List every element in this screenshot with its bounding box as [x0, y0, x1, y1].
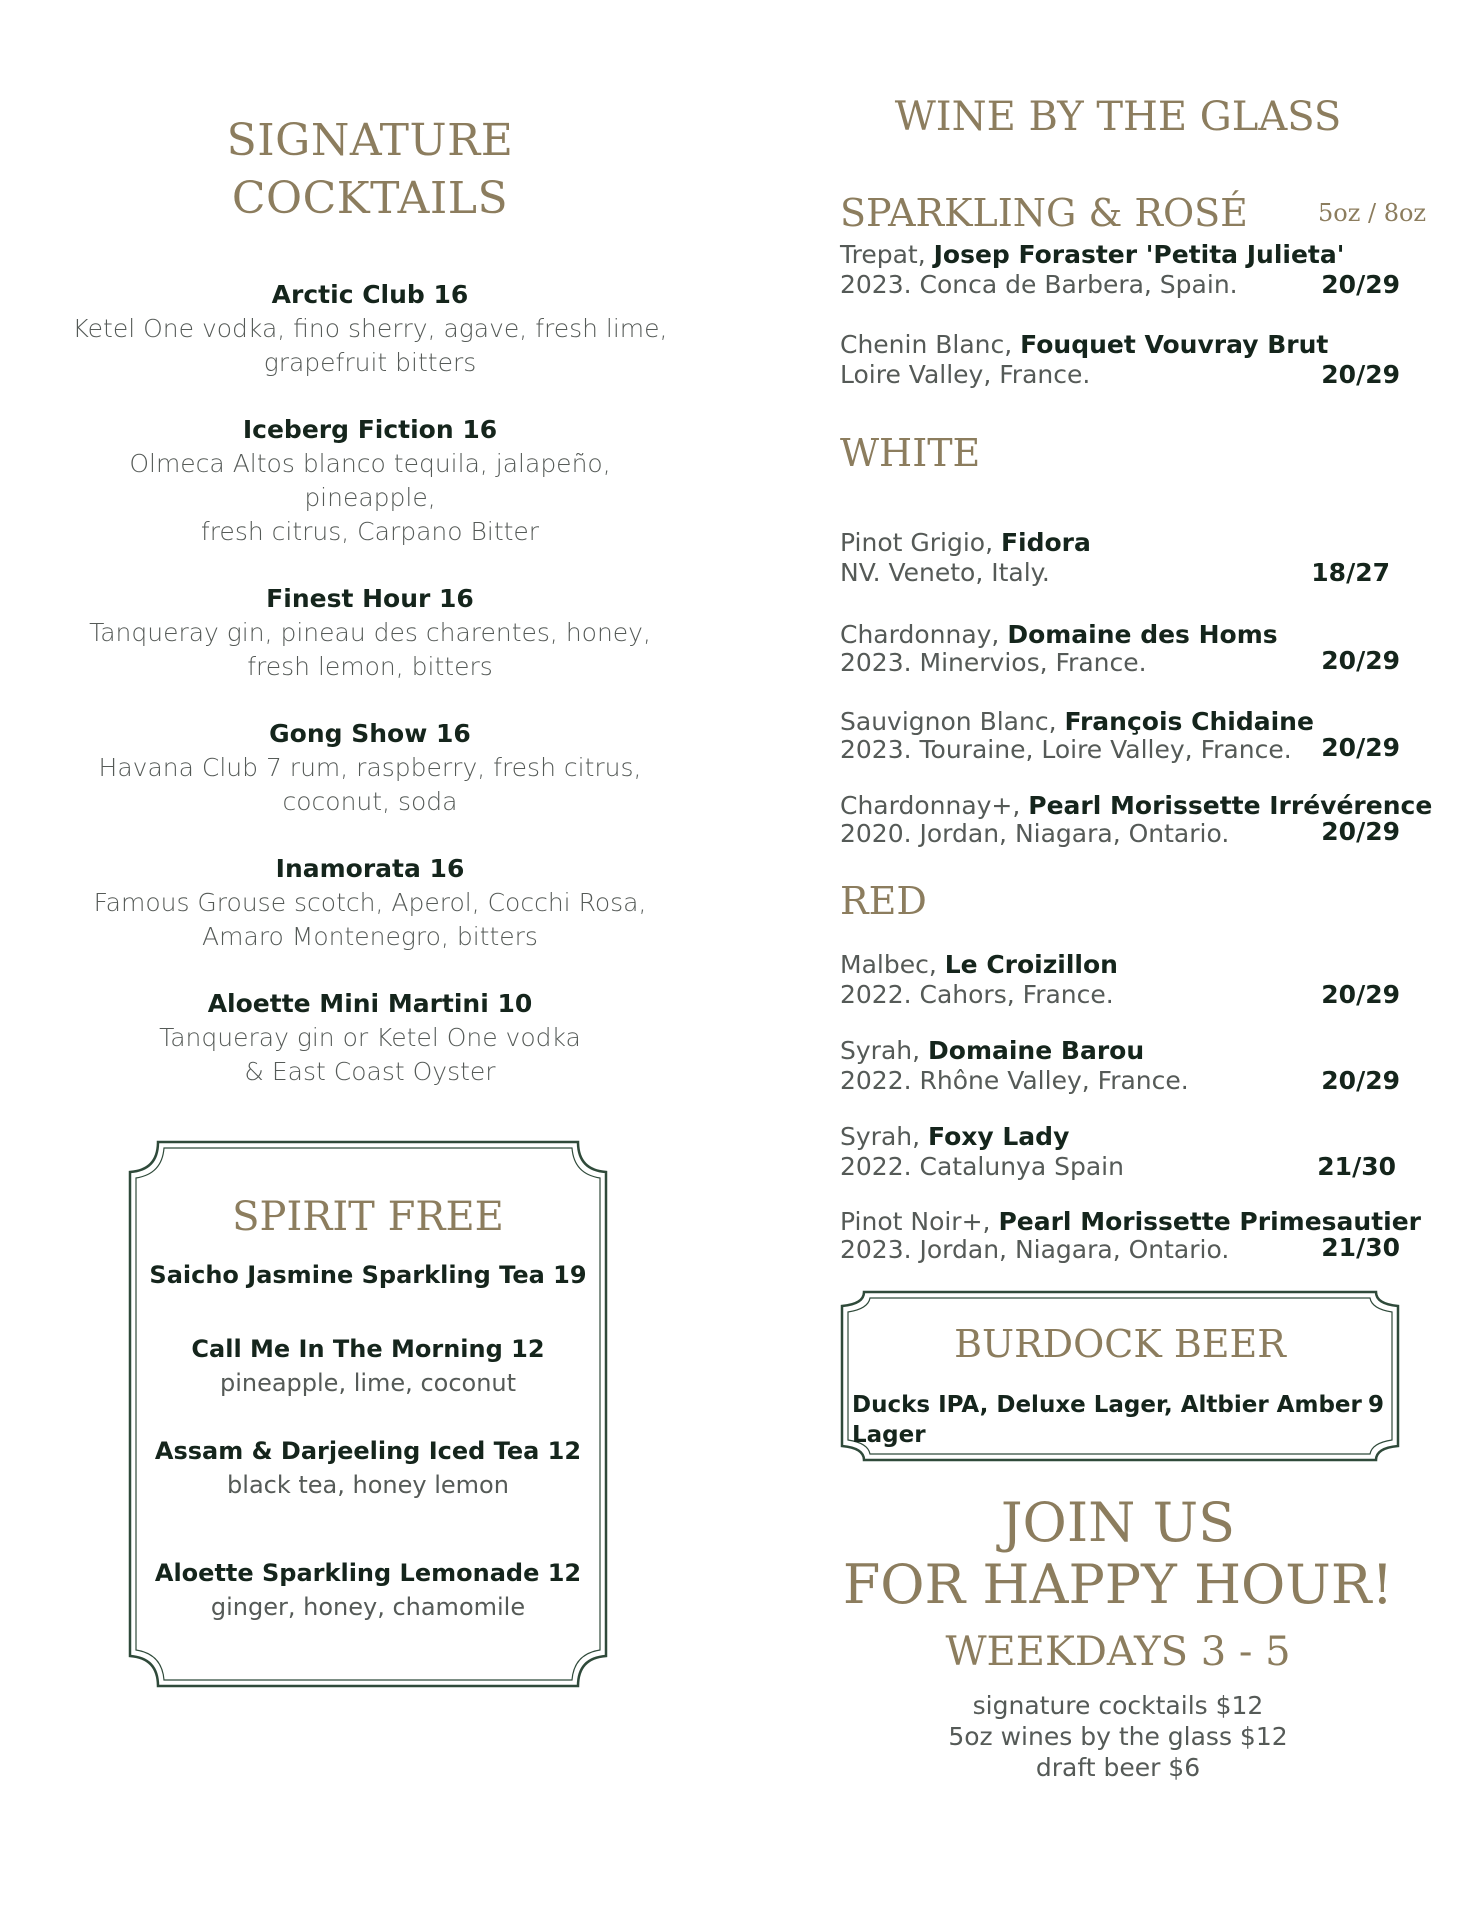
spirit-free-item — [128, 1434, 608, 1502]
happy-hour-line2: FOR HAPPY HOUR! — [842, 1553, 1394, 1616]
wine-name: Pinot Grigio, Fidora — [840, 528, 1091, 557]
wine-item — [840, 1036, 1400, 1096]
wine-origin: 2023. Touraine, Loire Valley, France. — [840, 735, 1292, 764]
wine-name: Syrah, Domaine Barou — [840, 1036, 1145, 1065]
red-wine-title: RED — [840, 879, 927, 923]
spirit-free-panel — [128, 1140, 608, 1688]
wine-origin: 2022. Rhône Valley, France. — [840, 1066, 1189, 1095]
cocktail-desc: Havana Club 7 rum, raspberry, fresh citrus, — [98, 753, 642, 782]
cocktail-desc: Tanqueray gin or Ketel One vodka — [159, 1023, 581, 1052]
cocktail-item — [60, 852, 680, 954]
wine-price: 20/29 — [1321, 980, 1400, 1009]
white-wine-title: WHITE — [840, 431, 981, 475]
spirit-free-item — [128, 1556, 608, 1624]
wine-name: Pinot Noir+, Pearl Morissette Primesautier — [840, 1207, 1421, 1236]
cocktail-item — [60, 717, 680, 819]
cocktail-desc: fresh lemon, bitters — [247, 652, 493, 681]
cocktail-desc: grapefruit bitters — [263, 348, 477, 377]
wine-origin: 2022. Cahors, France. — [840, 980, 1114, 1009]
spirit-free-list — [128, 1258, 608, 1624]
wine-price: 20/29 — [1321, 1066, 1400, 1095]
wine-name: Malbec, Le Croizillon — [840, 950, 1118, 979]
wine-item — [840, 707, 1400, 763]
signature-title-line2: COCKTAILS — [231, 173, 509, 224]
wine-price: 20/29 — [1321, 270, 1400, 299]
wine-name: Chardonnay, Domaine des Homs — [840, 620, 1278, 649]
wine-item — [840, 791, 1433, 848]
beer-price: 9 — [1367, 1392, 1384, 1418]
wine-item — [840, 330, 1400, 390]
spirit-free-desc: ginger, honey, chamomile — [210, 1593, 526, 1621]
signature-cocktails-title — [170, 112, 570, 228]
cocktail-list — [60, 278, 680, 1122]
spirit-free-desc: black tea, honey lemon — [227, 1471, 509, 1499]
cocktail-item — [60, 582, 680, 684]
beer-names: Ducks IPA, Deluxe Lager, Altbier Amber Lager — [852, 1392, 1362, 1448]
wine-name: Chenin Blanc, Fouquet Vouvray Brut — [840, 330, 1329, 359]
wine-price: 21/30 — [1317, 1152, 1396, 1181]
wine-name: Sauvignon Blanc, François Chidaine — [840, 707, 1314, 736]
cocktail-name: Gong Show 16 — [269, 719, 471, 748]
cocktail-item — [60, 413, 680, 549]
cocktail-name: Arctic Club 16 — [271, 280, 469, 309]
wine-origin: 2022. Catalunya Spain — [840, 1152, 1124, 1181]
cocktail-desc: Famous Grouse scotch, Aperol, Cocchi Rosa, — [93, 888, 647, 917]
happy-hour-deal: draft beer $6 — [1035, 1753, 1201, 1782]
cocktail-name: Finest Hour 16 — [266, 584, 474, 613]
wine-price: 20/29 — [1321, 646, 1400, 675]
wine-price: 18/27 — [1311, 558, 1390, 587]
cocktail-desc: Olmeca Altos blanco tequila, jalapeño, pineapple, — [129, 449, 611, 512]
wine-origin: Loire Valley, France. — [840, 360, 1091, 389]
wine-origin: 2023. Jordan, Niagara, Ontario. — [840, 1235, 1230, 1264]
wine-origin: NV. Veneto, Italy. — [840, 558, 1050, 587]
cocktail-desc: Tanqueray gin, pineau des charentes, honey, — [89, 618, 651, 647]
wine-price: 20/29 — [1321, 360, 1400, 389]
spirit-free-title: SPIRIT FREE — [232, 1194, 504, 1240]
spirit-free-item — [128, 1332, 608, 1400]
wine-item — [840, 620, 1400, 676]
wine-price: 21/30 — [1321, 1233, 1400, 1262]
happy-hour-deals — [838, 1690, 1398, 1783]
spirit-free-name: Call Me In The Morning 12 — [191, 1335, 545, 1363]
wine-price: 20/29 — [1321, 733, 1400, 762]
happy-hour-deal: signature cocktails $12 — [972, 1691, 1264, 1720]
wine-origin: 2023. Minervios, France. — [840, 648, 1147, 677]
beer-panel — [840, 1290, 1400, 1462]
wine-item — [840, 950, 1400, 1010]
wine-name: Trepat, Josep Foraster 'Petita Julieta' — [840, 240, 1345, 269]
spirit-free-name: Assam & Darjeeling Iced Tea 12 — [154, 1437, 582, 1465]
wine-item — [840, 240, 1400, 300]
spirit-free-item — [128, 1258, 608, 1292]
cocktail-desc: & East Coast Oyster — [244, 1057, 496, 1086]
happy-hour-deal: 5oz wines by the glass $12 — [948, 1722, 1288, 1751]
wine-by-the-glass-title: WINE BY THE GLASS — [894, 94, 1342, 140]
happy-hour-days: WEEKDAYS 3 - 5 — [945, 1629, 1291, 1675]
cocktail-item — [60, 987, 680, 1089]
cocktail-name: Aloette Mini Martini 10 — [207, 989, 533, 1018]
cocktail-name: Inamorata 16 — [275, 854, 465, 883]
wine-item — [840, 528, 1400, 588]
spirit-free-desc: pineapple, lime, coconut — [219, 1369, 517, 1397]
beer-item — [852, 1390, 1388, 1450]
wine-item — [840, 1122, 1400, 1182]
sparkling-rose-title: SPARKLING & ROSÉ — [840, 191, 1248, 235]
wine-origin: 2023. Conca de Barbera, Spain. — [840, 270, 1238, 299]
wine-name: Syrah, Foxy Lady — [840, 1122, 1070, 1151]
wine-origin: 2020. Jordan, Niagara, Ontario. — [840, 819, 1230, 848]
signature-title-line1: SIGNATURE — [226, 115, 514, 166]
wine-item — [840, 1207, 1421, 1264]
happy-hour-line1: JOIN US — [1000, 1491, 1236, 1554]
cocktail-desc: Ketel One vodka, fino sherry, agave, fresh lime, — [72, 314, 668, 343]
pour-size-label: 5oz / 8oz — [1318, 199, 1427, 227]
cocktail-name: Iceberg Fiction 16 — [242, 415, 498, 444]
cocktail-desc: Amaro Montenegro, bitters — [202, 922, 538, 951]
cocktail-desc: coconut, soda — [282, 787, 458, 816]
cocktail-item — [60, 278, 680, 380]
spirit-free-name: Aloette Sparkling Lemonade 12 — [154, 1559, 582, 1587]
burdock-beer-title: BURDOCK BEER — [954, 1322, 1286, 1366]
wine-name: Chardonnay+, Pearl Morissette Irrévérence — [840, 791, 1433, 820]
wine-price: 20/29 — [1321, 817, 1400, 846]
cocktail-desc: fresh citrus, Carpano Bitter — [200, 517, 540, 546]
spirit-free-name: Saicho Jasmine Sparkling Tea 19 — [149, 1261, 587, 1289]
happy-hour-title — [838, 1492, 1398, 1616]
